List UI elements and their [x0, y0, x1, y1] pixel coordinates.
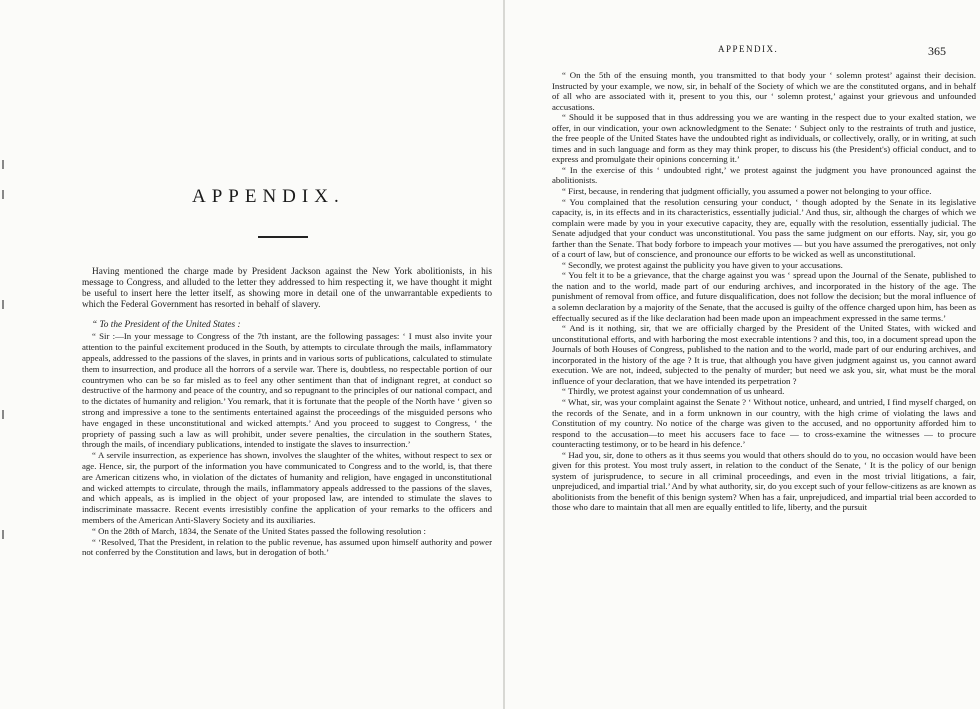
left-page-body: [82, 267, 492, 558]
letter-paragraph: “ ‘Resolved, That the President, in relation to the public revenue, has assumed upon himself authority and power not conferred by the Constitution and laws, but in derogation of both.’: [82, 536, 492, 558]
appendix-heading: APPENDIX.: [192, 186, 345, 207]
letter-paragraph: “ Thirdly, we protest against your condemnation of us unheard.: [562, 386, 785, 397]
page-number: 365: [928, 44, 946, 58]
letter-paragraph: “ Had you, sir, done to others as it thus seems you would that others should do to you, no occasion would have been given for this protest. You most truly assert, in relation to the conduct of the Senate, ‘ It is the policy of our benign system of jurisprudence, to secure in all criminal proceedings, and even in the most trivial litigations, a fair, unprejudiced, and impartial trial.’ And by what authority, sir, do you except such of your fellow-citizens as are known as abolitionists from the benefit of this benign system? When has a fair, unprejudiced, and impartial trial been accorded to those who dare to maintain that all men are equally entitled to life, liberty, and the pursuit: [552, 449, 976, 513]
letter-paragraph: “ In the exercise of this ‘ undoubted right,’ we protest against the judgment you have pronounced against the abolitionists.: [552, 164, 976, 186]
letter-paragraph: “ On the 5th of the ensuing month, you transmitted to that body your ‘ solemn protest’ against their decision. Instructed by your example, we now, sir, in behalf of the Society of which we are the constituted organs, and in behalf of all who are associated with it, present to you this, our ‘ solemn protest,’ against your grievous and unfounded accusations.: [552, 70, 976, 112]
right-page: [506, 0, 980, 709]
book-gutter: [503, 0, 505, 709]
letter-paragraph: “ Should it be supposed that in thus addressing you we are wanting in the respect due to your exalted station, we offer, in our vindication, your own acknowledgment to the Senate: ‘ Subject only to the restraints of truth and justice, the free people of the United States have the undoubted right as individuals, or collectively, orally, or in writing, at such times and in such language and form as they may think proper, to discuss his (the President's) official conduct, and to express and promulgate their opinions concerning it.’: [552, 112, 976, 165]
letter-paragraph: “ On the 28th of March, 1834, the Senate of the United States passed the following resolution :: [92, 525, 426, 536]
letter-paragraph: “ You felt it to be a grievance, that the charge against you was ‘ spread upon the Journal of the Senate, published to the nation and to the world, made part of our enduring archives, and incorporated in the history of the age. The punishment of removal from office, and future disqualification, does not follow the decision; but the moral influence of a solemn declaration by a majority of the Senate, that the accused is guilty of the offence charged upon him, has been as effectually secured as if the like declaration had been made upon an impeachment expressed in the same terms.’: [552, 270, 976, 323]
letter-paragraph: “ Secondly, we protest against the publicity you have given to your accusations.: [562, 259, 843, 270]
running-head: APPENDIX.: [718, 44, 779, 54]
letter-paragraph: “ You complained that the resolution censuring your conduct, ‘ though adopted by the Senate in its legislative capacity, is, in its effects and in its characteristics, essentially judicial.’ And thus, sir, although the charges of which we complain were made by you in your executive capacity, they are, equally with the resolution, essentially judicial. The Senate adjudged that your conduct was unconstitutional. You pass the same judgment on our efforts. Nay, sir, you go farther than the Senate. That body forbore to impeach your motives — but you have assumed the prerogatives, not only of a court of law, but of conscience, and pronounce our efforts to be wicked as well as unconstitutional.: [552, 196, 976, 260]
intro-paragraph: Having mentioned the charge made by President Jackson against the New York abolitionists, in his message to Congress, and alluded to the letter they addressed to him respecting it, we have thought it might be useful to insert here the letter itself, as showing more in detail one of the unwarrantable expedients to which the Federal Government has resorted in behalf of slavery.: [82, 267, 492, 311]
heading-rule: [258, 236, 308, 238]
right-page-body: [552, 70, 976, 513]
letter-paragraph: “ First, because, in rendering that judgment officially, you assumed a power not belonging to your office.: [562, 186, 932, 197]
letter-paragraph: “ What, sir, was your complaint against the Senate ? ‘ Without notice, unheard, and untried, I find myself charged, on the records of the Senate, and in a form unknown in our country, with the high crime of violating the laws and Constitution of my country. No notice of the charge was given to the accused, and no opportunity afforded him to respond to the accusation—to meet his accusers face to face — to cross-examine the witnesses — to procure counteracting testimony, or to be heard in his defence.’: [552, 396, 976, 450]
letter-paragraph: “ Sir :—In your message to Congress of the 7th instant, are the following passages: ‘ I must also invite your attention to the painful excitement produced in the South, by attempts to circulate through the mails, inflammatory appeals, addressed to the passions of the slaves, in prints and in various sorts of publications, calculated to stimulate them to insurrection, and produce all the horrors of a servile war. There is, doubtless, no respectable portion of our countrymen who can be so far misled as to feel any other sentiment than that of indignant regret, at conduct so destructive of the harmony and peace of the country, and so repugnant to the principles of our national compact, and to the dictates of humanity and religion.’ You remark, that it is fortunate that the people of the North have ‘ given so strong and impressive a tone to the sentiments entertained against the proceedings of the misguided persons who have engaged in these unconstitutional and wicked attempts.’ And you proceed to suggest to Congress, ‘ the propriety of passing such a law as will prohibit, under severe penalties, the circulation in the southern States, through the mails, of incendiary publications, intended to instigate the slaves to insurrection.’: [82, 331, 492, 450]
letter-address: “ To the President of the United States :: [92, 320, 241, 331]
letter-paragraph: “ A servile insurrection, as experience has shown, involves the slaughter of the whites, without respect to sex or age. Hence, sir, the purport of the information you have communicated to Congress and to the world, is, that there are American citizens who, in violation of the dictates of humanity and religion, have engaged in unconstitutional and wicked attempts to circulate, through the mails, inflammatory appeals addressed to the passions of the slaves, and which appeals, as is implied in the object of your proposed law, are intended to stimulate the slaves to indiscriminate massacre. Recent events irresistibly confine the application of your remarks to the officers and members of the American Anti-Slavery Society and its auxiliaries.: [82, 450, 492, 526]
letter-paragraph: “ And is it nothing, sir, that we are officially charged by the President of the United States, with wicked and unconstitutional efforts, and with harboring the most execrable intentions ? and this, too, in a document spread upon the Journals of both Houses of Congress, published to the nation and to the world, made part of our enduring archives, and incorporated in the history of the age ? It is true, that although you have given judgment against us, you cannot award execution. We are not, indeed, subjected to the penalty of murder; but need we ask you, sir, what must be the moral influence of your declaration, that we have intended its perpetration ?: [552, 323, 976, 386]
